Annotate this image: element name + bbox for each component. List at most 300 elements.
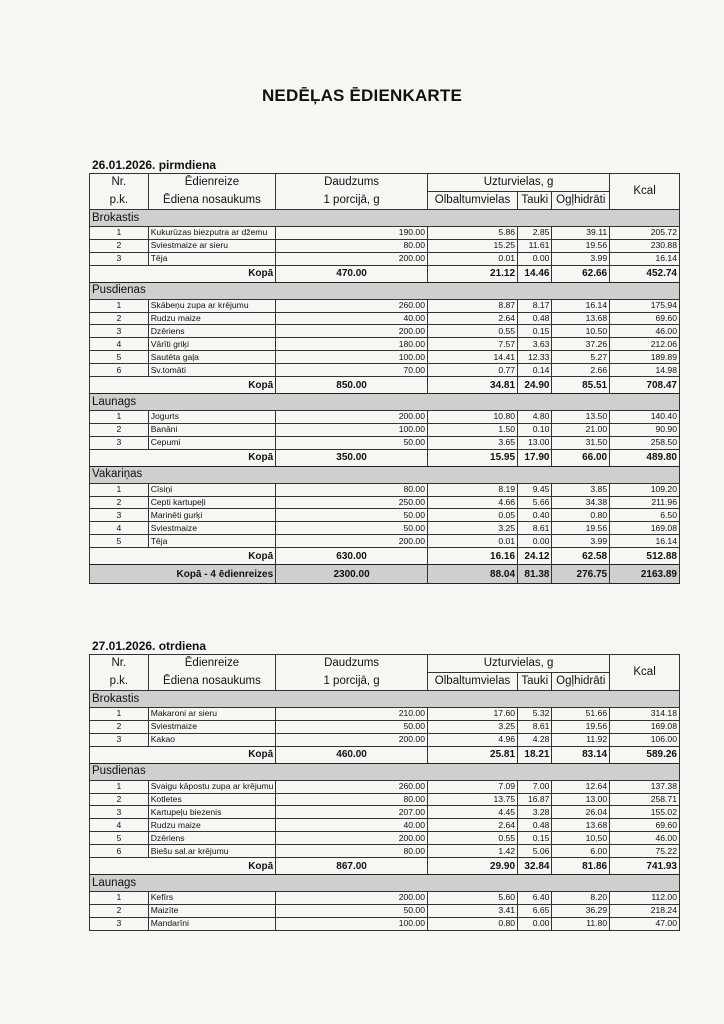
item-name: Cepti kartupeļi — [148, 496, 276, 509]
item-name: Marinēti gurķi — [148, 509, 276, 522]
item-number: 6 — [90, 845, 149, 858]
item-quantity: 200.00 — [276, 411, 428, 424]
table-row — [90, 509, 680, 522]
item-fat: 8.61 — [518, 522, 552, 535]
item-quantity: 260.00 — [276, 299, 428, 312]
item-quantity: 80.00 — [276, 793, 428, 806]
item-fat: 4.80 — [518, 411, 552, 424]
item-number: 3 — [90, 733, 149, 746]
total-label: Kopā — [90, 858, 276, 875]
total-kcal: 589.26 — [610, 746, 680, 763]
item-fat: 3.28 — [518, 806, 552, 819]
table-row — [90, 793, 680, 806]
item-carbs: 3.99 — [552, 252, 610, 265]
table-row — [90, 227, 680, 240]
item-fat: 9.45 — [518, 483, 552, 496]
total-protein: 16.16 — [427, 548, 517, 565]
item-number: 2 — [90, 312, 149, 325]
item-kcal: 109.20 — [610, 483, 680, 496]
item-name: Sviestmaize ar sieru — [148, 239, 276, 252]
item-carbs: 2.66 — [552, 364, 610, 377]
section-header: Pusdienas — [90, 763, 680, 780]
item-quantity: 100.00 — [276, 423, 428, 436]
header-cell: Uzturvielas, g — [427, 174, 609, 192]
item-protein: 7.09 — [427, 780, 517, 793]
item-quantity: 200.00 — [276, 325, 428, 338]
item-protein: 0.01 — [427, 535, 517, 548]
section-total-row — [90, 377, 680, 394]
item-quantity: 190.00 — [276, 227, 428, 240]
total-quantity: 470.00 — [276, 265, 428, 282]
header-cell: Ēdienreize — [148, 174, 276, 192]
page-title: NEDĒĻAS ĒDIENKARTE — [261, 86, 463, 105]
table-row — [90, 496, 680, 509]
item-protein: 7.57 — [427, 338, 517, 351]
item-name: Sautēta gaļa — [148, 351, 276, 364]
item-fat: 0.48 — [518, 819, 552, 832]
item-protein: 0.55 — [427, 325, 517, 338]
item-name: Jogurts — [148, 411, 276, 424]
item-number: 4 — [90, 338, 149, 351]
item-name: Cepumi — [148, 436, 276, 449]
table-row — [90, 325, 680, 338]
item-kcal: 205.72 — [610, 227, 680, 240]
section-total-row — [90, 449, 680, 466]
table-row — [90, 917, 680, 930]
item-number: 3 — [90, 806, 149, 819]
item-protein: 17.60 — [427, 708, 517, 721]
item-fat: 12.33 — [518, 351, 552, 364]
total-kcal: 512.88 — [610, 548, 680, 565]
item-protein: 8.19 — [427, 483, 517, 496]
item-quantity: 50.00 — [276, 720, 428, 733]
item-fat: 5.66 — [518, 496, 552, 509]
day-total-quantity: 2300.00 — [276, 565, 428, 584]
item-name: Tēja — [148, 535, 276, 548]
item-fat: 0.40 — [518, 509, 552, 522]
item-quantity: 40.00 — [276, 312, 428, 325]
item-fat: 5.06 — [518, 845, 552, 858]
day-total-label: Kopā - 4 ēdienreizes — [90, 565, 276, 584]
total-quantity: 630.00 — [276, 548, 428, 565]
item-kcal: 6.50 — [610, 509, 680, 522]
item-quantity: 80.00 — [276, 239, 428, 252]
item-carbs: 13.50 — [552, 411, 610, 424]
table-row — [90, 252, 680, 265]
item-quantity: 200.00 — [276, 892, 428, 905]
item-number: 3 — [90, 252, 149, 265]
item-fat: 0.15 — [518, 325, 552, 338]
item-kcal: 211.96 — [610, 496, 680, 509]
item-number: 2 — [90, 239, 149, 252]
day-label: 26.01.2026. pirmdiena — [92, 158, 217, 172]
table-row — [90, 299, 680, 312]
item-carbs: 3.85 — [552, 483, 610, 496]
item-kcal: 14.98 — [610, 364, 680, 377]
item-number: 2 — [90, 496, 149, 509]
item-carbs: 11.92 — [552, 733, 610, 746]
section-total-row — [90, 265, 680, 282]
section-total-row — [90, 746, 680, 763]
header-cell: Ogļhidrāti — [552, 673, 610, 691]
item-number: 2 — [90, 904, 149, 917]
item-kcal: 69.60 — [610, 312, 680, 325]
item-quantity: 200.00 — [276, 252, 428, 265]
day-total-kcal: 2163.89 — [610, 565, 680, 584]
item-number: 6 — [90, 364, 149, 377]
item-carbs: 21.00 — [552, 423, 610, 436]
total-fat: 18.21 — [518, 746, 552, 763]
item-fat: 16.87 — [518, 793, 552, 806]
item-number: 2 — [90, 423, 149, 436]
total-protein: 21.12 — [427, 265, 517, 282]
header-cell: 1 porcijā, g — [276, 673, 428, 691]
table-row — [90, 806, 680, 819]
item-kcal: 169.08 — [610, 720, 680, 733]
item-quantity: 200.00 — [276, 733, 428, 746]
item-carbs: 12.64 — [552, 780, 610, 793]
item-carbs: 13.68 — [552, 819, 610, 832]
item-quantity: 80.00 — [276, 483, 428, 496]
item-name: Dzēriens — [148, 325, 276, 338]
item-quantity: 40.00 — [276, 819, 428, 832]
total-carbs: 62.66 — [552, 265, 610, 282]
table-row — [90, 845, 680, 858]
item-fat: 7.00 — [518, 780, 552, 793]
total-protein: 29.90 — [427, 858, 517, 875]
item-quantity: 70.00 — [276, 364, 428, 377]
total-fat: 32.84 — [518, 858, 552, 875]
item-number: 2 — [90, 720, 149, 733]
section-header: Pusdienas — [90, 282, 680, 299]
item-protein: 5.86 — [427, 227, 517, 240]
item-quantity: 250.00 — [276, 496, 428, 509]
item-number: 3 — [90, 509, 149, 522]
item-kcal: 230.88 — [610, 239, 680, 252]
item-carbs: 6.00 — [552, 845, 610, 858]
item-kcal: 69.60 — [610, 819, 680, 832]
item-carbs: 39.11 — [552, 227, 610, 240]
table-row — [90, 423, 680, 436]
total-protein: 34.81 — [427, 377, 517, 394]
item-kcal: 314.18 — [610, 708, 680, 721]
item-quantity: 180.00 — [276, 338, 428, 351]
item-protein: 0.77 — [427, 364, 517, 377]
item-name: Sviestmaize — [148, 720, 276, 733]
item-fat: 0.15 — [518, 832, 552, 845]
item-number: 5 — [90, 535, 149, 548]
section-header: Launags — [90, 394, 680, 411]
item-protein: 5.60 — [427, 892, 517, 905]
section-header: Launags — [90, 875, 680, 892]
item-kcal: 175.94 — [610, 299, 680, 312]
item-kcal: 16.14 — [610, 252, 680, 265]
item-name: Kartupeļu biezenis — [148, 806, 276, 819]
item-carbs: 34.38 — [552, 496, 610, 509]
item-name: Kefīrs — [148, 892, 276, 905]
header-cell: Daudzums — [276, 655, 428, 673]
item-carbs: 26.04 — [552, 806, 610, 819]
header-cell: Kcal — [610, 655, 680, 691]
header-cell: Uzturvielas, g — [427, 655, 609, 673]
total-carbs: 85.51 — [552, 377, 610, 394]
item-carbs: 19.56 — [552, 239, 610, 252]
item-protein: 3.25 — [427, 522, 517, 535]
item-quantity: 100.00 — [276, 917, 428, 930]
item-kcal: 218.24 — [610, 904, 680, 917]
item-name: Rudzu maize — [148, 819, 276, 832]
item-fat: 0.00 — [518, 252, 552, 265]
item-fat: 11.61 — [518, 239, 552, 252]
item-carbs: 11.80 — [552, 917, 610, 930]
item-quantity: 50.00 — [276, 436, 428, 449]
item-fat: 0.00 — [518, 535, 552, 548]
item-name: Skābeņu zupa ar krējumu — [148, 299, 276, 312]
item-number: 4 — [90, 522, 149, 535]
header-cell: Olbaltumvielas — [427, 673, 517, 691]
total-quantity: 350.00 — [276, 449, 428, 466]
item-kcal: 16.14 — [610, 535, 680, 548]
item-kcal: 155.02 — [610, 806, 680, 819]
item-name: Mandarīni — [148, 917, 276, 930]
total-label: Kopā — [90, 449, 276, 466]
header-cell: 1 porcijā, g — [276, 192, 428, 210]
item-carbs: 31.50 — [552, 436, 610, 449]
item-number: 1 — [90, 892, 149, 905]
item-name: Dzēriens — [148, 832, 276, 845]
header-cell: Nr. — [90, 655, 149, 673]
day-total-row — [90, 565, 680, 584]
item-number: 1 — [90, 411, 149, 424]
total-kcal: 708.47 — [610, 377, 680, 394]
item-protein: 4.66 — [427, 496, 517, 509]
item-carbs: 36.29 — [552, 904, 610, 917]
item-carbs: 19.56 — [552, 522, 610, 535]
item-number: 5 — [90, 351, 149, 364]
total-fat: 17.90 — [518, 449, 552, 466]
total-protein: 15.95 — [427, 449, 517, 466]
header-cell: Olbaltumvielas — [427, 192, 517, 210]
day-total-protein: 88.04 — [427, 565, 517, 584]
item-protein: 1.50 — [427, 423, 517, 436]
header-cell: Nr. — [90, 174, 149, 192]
table-row — [90, 535, 680, 548]
item-number: 4 — [90, 819, 149, 832]
section-total-row — [90, 548, 680, 565]
item-quantity: 200.00 — [276, 535, 428, 548]
day-total-carbs: 276.75 — [552, 565, 610, 584]
item-name: Kakao — [148, 733, 276, 746]
item-carbs: 3.99 — [552, 535, 610, 548]
total-fat: 14.46 — [518, 265, 552, 282]
item-protein: 4.96 — [427, 733, 517, 746]
item-number: 1 — [90, 780, 149, 793]
item-carbs: 10.50 — [552, 325, 610, 338]
table-row — [90, 351, 680, 364]
item-protein: 2.64 — [427, 819, 517, 832]
total-label: Kopā — [90, 746, 276, 763]
header-cell: Ēdiena nosaukums — [148, 673, 276, 691]
item-fat: 2.85 — [518, 227, 552, 240]
item-name: Svaigu kāpostu zupa ar krējumu — [148, 780, 276, 793]
total-label: Kopā — [90, 265, 276, 282]
table-row — [90, 733, 680, 746]
header-cell: p.k. — [90, 673, 149, 691]
item-fat: 0.10 — [518, 423, 552, 436]
item-protein: 1.42 — [427, 845, 517, 858]
item-kcal: 75.22 — [610, 845, 680, 858]
item-protein: 0.80 — [427, 917, 517, 930]
table-row — [90, 239, 680, 252]
table-row — [90, 832, 680, 845]
item-quantity: 207.00 — [276, 806, 428, 819]
item-carbs: 5.27 — [552, 351, 610, 364]
item-kcal: 212.06 — [610, 338, 680, 351]
item-protein: 3.41 — [427, 904, 517, 917]
item-number: 2 — [90, 793, 149, 806]
item-quantity: 210.00 — [276, 708, 428, 721]
table-row — [90, 708, 680, 721]
item-protein: 3.25 — [427, 720, 517, 733]
item-carbs: 19.56 — [552, 720, 610, 733]
item-quantity: 50.00 — [276, 522, 428, 535]
table-row — [90, 411, 680, 424]
table-row — [90, 338, 680, 351]
total-carbs: 66.00 — [552, 449, 610, 466]
section-header: Vakariņas — [90, 466, 680, 483]
item-number: 3 — [90, 436, 149, 449]
table-row — [90, 312, 680, 325]
item-fat: 6.40 — [518, 892, 552, 905]
item-fat: 4.28 — [518, 733, 552, 746]
header-cell: Tauki — [518, 192, 552, 210]
item-name: Maizīte — [148, 904, 276, 917]
item-kcal: 46.00 — [610, 832, 680, 845]
item-fat: 8.17 — [518, 299, 552, 312]
header-cell: Ēdienreize — [148, 655, 276, 673]
table-row — [90, 904, 680, 917]
item-number: 1 — [90, 299, 149, 312]
section-header: Brokastis — [90, 210, 680, 227]
item-name: Makaroni ar sieru — [148, 708, 276, 721]
item-name: Kukurūzas biezputra ar džemu — [148, 227, 276, 240]
total-label: Kopā — [90, 377, 276, 394]
item-fat: 0.48 — [518, 312, 552, 325]
item-fat: 3.63 — [518, 338, 552, 351]
item-number: 1 — [90, 483, 149, 496]
table-row — [90, 436, 680, 449]
section-header: Brokastis — [90, 691, 680, 708]
item-carbs: 0.80 — [552, 509, 610, 522]
header-cell: Kcal — [610, 174, 680, 210]
total-fat: 24.12 — [518, 548, 552, 565]
item-protein: 15.25 — [427, 239, 517, 252]
item-number: 3 — [90, 325, 149, 338]
item-fat: 13.00 — [518, 436, 552, 449]
item-kcal: 46.00 — [610, 325, 680, 338]
item-protein: 8.87 — [427, 299, 517, 312]
item-quantity: 50.00 — [276, 509, 428, 522]
table-row — [90, 364, 680, 377]
total-fat: 24.90 — [518, 377, 552, 394]
total-kcal: 489.80 — [610, 449, 680, 466]
item-name: Biešu sal.ar krējumu — [148, 845, 276, 858]
item-kcal: 258.50 — [610, 436, 680, 449]
table-row — [90, 522, 680, 535]
total-carbs: 83.14 — [552, 746, 610, 763]
item-quantity: 50.00 — [276, 904, 428, 917]
item-kcal: 106.00 — [610, 733, 680, 746]
total-quantity: 460.00 — [276, 746, 428, 763]
item-kcal: 258.71 — [610, 793, 680, 806]
item-protein: 4.45 — [427, 806, 517, 819]
item-carbs: 13.00 — [552, 793, 610, 806]
item-fat: 0.14 — [518, 364, 552, 377]
item-kcal: 189.89 — [610, 351, 680, 364]
item-name: Sv.tomāti — [148, 364, 276, 377]
item-carbs: 51.66 — [552, 708, 610, 721]
item-fat: 8.61 — [518, 720, 552, 733]
item-protein: 0.01 — [427, 252, 517, 265]
item-fat: 5.32 — [518, 708, 552, 721]
day-total-fat: 81.38 — [518, 565, 552, 584]
total-quantity: 850.00 — [276, 377, 428, 394]
item-kcal: 90.90 — [610, 423, 680, 436]
item-carbs: 16.14 — [552, 299, 610, 312]
item-number: 5 — [90, 832, 149, 845]
item-carbs: 37.26 — [552, 338, 610, 351]
item-number: 1 — [90, 227, 149, 240]
item-fat: 0.00 — [518, 917, 552, 930]
item-quantity: 200.00 — [276, 832, 428, 845]
item-name: Tēja — [148, 252, 276, 265]
table-row — [90, 892, 680, 905]
item-kcal: 169.08 — [610, 522, 680, 535]
header-cell: Daudzums — [276, 174, 428, 192]
item-protein: 0.05 — [427, 509, 517, 522]
item-kcal: 112.00 — [610, 892, 680, 905]
item-name: Rudzu maize — [148, 312, 276, 325]
item-kcal: 47.00 — [610, 917, 680, 930]
header-cell: Ēdiena nosaukums — [148, 192, 276, 210]
item-protein: 10.80 — [427, 411, 517, 424]
total-quantity: 867.00 — [276, 858, 428, 875]
total-kcal: 452.74 — [610, 265, 680, 282]
item-quantity: 260.00 — [276, 780, 428, 793]
header-cell: Tauki — [518, 673, 552, 691]
item-name: Cīsiņi — [148, 483, 276, 496]
item-protein: 0.55 — [427, 832, 517, 845]
item-number: 1 — [90, 708, 149, 721]
item-name: Banāni — [148, 423, 276, 436]
item-name: Sviestmaize — [148, 522, 276, 535]
item-fat: 6.65 — [518, 904, 552, 917]
item-quantity: 100.00 — [276, 351, 428, 364]
menu-table-day-2 — [89, 654, 680, 931]
item-name: Kotletes — [148, 793, 276, 806]
item-protein: 3.65 — [427, 436, 517, 449]
table-row — [90, 483, 680, 496]
table-row — [90, 720, 680, 733]
header-cell: Ogļhidrāti — [552, 192, 610, 210]
menu-table-day-1 — [89, 173, 680, 584]
item-protein: 13.75 — [427, 793, 517, 806]
item-protein: 14.41 — [427, 351, 517, 364]
table-row — [90, 780, 680, 793]
item-carbs: 10.50 — [552, 832, 610, 845]
header-cell: p.k. — [90, 192, 149, 210]
item-number: 3 — [90, 917, 149, 930]
